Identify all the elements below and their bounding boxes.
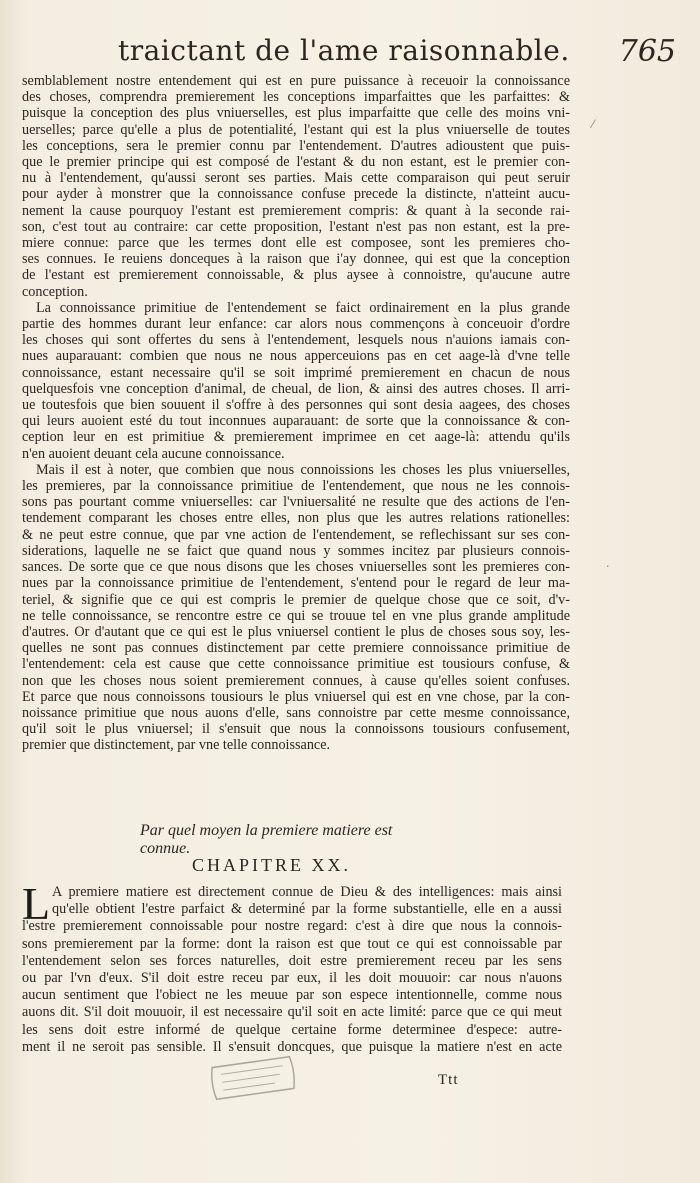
- text-line: noissance primitiue que nous auons d'elle, sans connoistre par cette mesme connoissance,: [22, 704, 570, 721]
- drop-cap: L: [22, 878, 51, 929]
- text-line: pour ayder à monstrer que la connoissance confuse precede la distincte, n'atteint aucu-: [22, 186, 570, 203]
- text-line: les premieres, par la connoissance primitiue de l'entendement, que nous ne les connois-: [22, 478, 570, 495]
- running-head: traictant de l'ame raisonnable.: [118, 34, 570, 67]
- text-line: l'entendement: cela est cause que cette connoissance primitiue est tousiours confuse, &: [22, 656, 570, 673]
- signature-mark: Ttt: [438, 1072, 459, 1088]
- chapter-line: les sens doit estre informé de quelque certaine forme determinee d'espece: autre-: [22, 1021, 562, 1038]
- text-line: & ne peut estre connue, que par vne action de l'entendement, se reflechissant sur ses con-: [22, 526, 570, 543]
- text-line: les conceptions, sera le premier connu par l'entendement. D'autres adioustent que puis-: [22, 137, 570, 154]
- text-line: tendement comparant les choses entre elles, non plus que les autres relations rationelles:: [22, 510, 570, 527]
- text-line: nues auparauant: combien que nous ne nous apperceuions pas en cet aage-là d'vne telle: [22, 348, 570, 365]
- text-line: puisque la conception des plus vniuerselles, est plus imparfaitte que celle des moins vni-: [22, 105, 570, 122]
- text-line: Mais il est à noter, que combien que nous connoissions les choses les plus vniuerselles,: [36, 461, 570, 478]
- text-line: sons pas pourtant comme vniuerselles: car l'vniuersalité ne resulte que des actions de l'en-: [22, 494, 570, 511]
- text-line: conception.: [22, 283, 88, 300]
- text-line: ne telle connoissance, se rencontre estre ce qui se trouue tel en vne plus grande amplitude: [22, 607, 570, 624]
- text-line: premier que distinctement, par vne telle connoissance.: [22, 737, 331, 754]
- chapter-line: sons premierement par la forme: dont la raison est que tout ce qui est connoissable par: [22, 935, 562, 952]
- text-line: connoissance, estant necessaire qu'il se soit imprimé premierement en chacun de nous: [22, 364, 570, 381]
- text-line: de l'estant est premierement connoissable, & plus aysee à connoistre, qu'aucune autre: [22, 267, 570, 284]
- chapter-text: [22, 878, 562, 1056]
- text-line: nu à l'entendement, qu'aussi seront ses parties. Mais cette comparaison qui peut seruir: [22, 170, 570, 187]
- text-line: La connoissance primitiue de l'entendement se faict ordinairement en la plus grande: [36, 299, 570, 316]
- chapter-line: ment il ne seroit pas sensible. Il s'ensuit doncques, que puisque la matiere n'est en acte: [22, 1038, 562, 1055]
- margin-mark: ·: [606, 560, 610, 573]
- text-line: quelles ne sont pas connues distinctement par cette premiere connoissance primitiue de: [22, 640, 570, 657]
- text-line: siderations, laquelle ne se faict que quand nous y sommes incitez par plusieurs connois-: [22, 542, 570, 559]
- text-line: les choses qui sont offertes du sens à l'entendement, lesquels nous n'auions iamais con-: [22, 332, 570, 349]
- chapter-line: qu'elle obtient l'estre parfaict & determiné par la forme substantielle, elle en a aussi: [52, 901, 562, 918]
- text-line: non que les choses nous soient premierement connues, à cause qu'elles soient confuses.: [22, 672, 570, 689]
- chapter-line: ou par l'vn d'eux. S'il doit estre receu par eux, il les doit mouuoir: car nous n'auons: [22, 970, 562, 987]
- text-line: uerselles; parce qu'elle a plus de potentialité, l'estant qui est la plus vniuerselle de toutes: [22, 121, 570, 138]
- text-line: sances. De sorte que ce que nous disons que les choses vniuerselles sont les premieres con-: [22, 559, 570, 576]
- text-line: qu'il soit le plus vniuersel; il s'ensuit que nous la connoissons tousiours confusement,: [22, 721, 570, 738]
- text-line: n'en auoient deuant cela aucune connoissance.: [22, 445, 285, 462]
- text-line: ue toutesfois que bien souuent il s'offre à des personnes qui sont desia aagees, des choses: [22, 397, 570, 414]
- text-line: teriel, & signifie que ce qui est compris le premier de quelque chose que ce soit, d'v-: [22, 591, 570, 608]
- chapter-line: A premiere matiere est directement connue de Dieu & des intelligences: mais ainsi: [52, 884, 562, 900]
- text-line: ception leur en est primitiue & premierement imprimee en cet aage-là: attendu qu'ils: [22, 429, 570, 446]
- text-line: des choses, comprendra premierement les conceptions imparfaittes que les parfaittes: &: [22, 89, 570, 106]
- library-stamp: [206, 1052, 301, 1104]
- chapter-line: l'entendement selon ses forces naturelles, doit estre premierement receu par les sens: [22, 952, 562, 969]
- text-line: partie des hommes durant leur enfance: car alors nous commençons à conceuoir d'ordre: [22, 316, 570, 333]
- text-line: nues par la connoissance primitiue de l'entendement, s'entend pour le regard de leur ma-: [22, 575, 570, 592]
- section-title: Par quel moyen la premiere matiere est connue.: [140, 822, 393, 857]
- page-number: 765: [618, 34, 676, 69]
- chapter-line: aucun sentiment que l'obiect ne les meuue par son espece intentionnelle, comme nous: [22, 987, 562, 1004]
- body-text: [22, 73, 570, 754]
- text-line: quelquesfois vne conception d'animal, de cheual, de lion, & ainsi des autres choses. Il arri-: [22, 380, 570, 397]
- text-line: d'autres. Or d'autant que ce qui est le plus vniuersel contient le plus de choses sous soy, les-: [22, 623, 570, 640]
- text-line: miere connue: parce que les termes dont elle est composee, sont les premieres cho-: [22, 235, 570, 252]
- page-header: [20, 34, 676, 74]
- chapter-line: l'estre premierement connoissable pour nostre regard: c'est à dire que nous la connois-: [22, 918, 562, 935]
- text-line: Et parce que nous connoissons tousiours le plus vniuersel qui est en vne chose, par la con-: [22, 688, 570, 705]
- text-line: ses connues. Ie reuiens donceques à la raison que i'ay donnee, qui est que la conception: [22, 251, 570, 268]
- text-line: semblablement nostre entendement qui est en pure puissance à receuoir la connoissance: [22, 73, 570, 89]
- text-line: que le premier principe qui est composé de l'estant & du non estant, est le premier con-: [22, 154, 570, 171]
- text-line: qui leurs auoient esté du tout inconnues auparauant: de sorte que la connoissance & con-: [22, 413, 570, 430]
- text-line: nement la cause pourquoy l'estant est premierement compris: & quant à la seconde rai-: [22, 202, 570, 219]
- text-line: son, c'est tout au contraire: car cette proposition, l'estant n'est pas non estant, est la pre-: [22, 218, 570, 235]
- margin-mark: ⁄: [592, 118, 594, 131]
- chapter-heading: CHAPITRE XX.: [192, 855, 352, 875]
- chapter-line: auons dit. S'il doit mouuoir, il est necessaire qu'il soit en acte limité: parce que ce qui meut: [22, 1004, 562, 1021]
